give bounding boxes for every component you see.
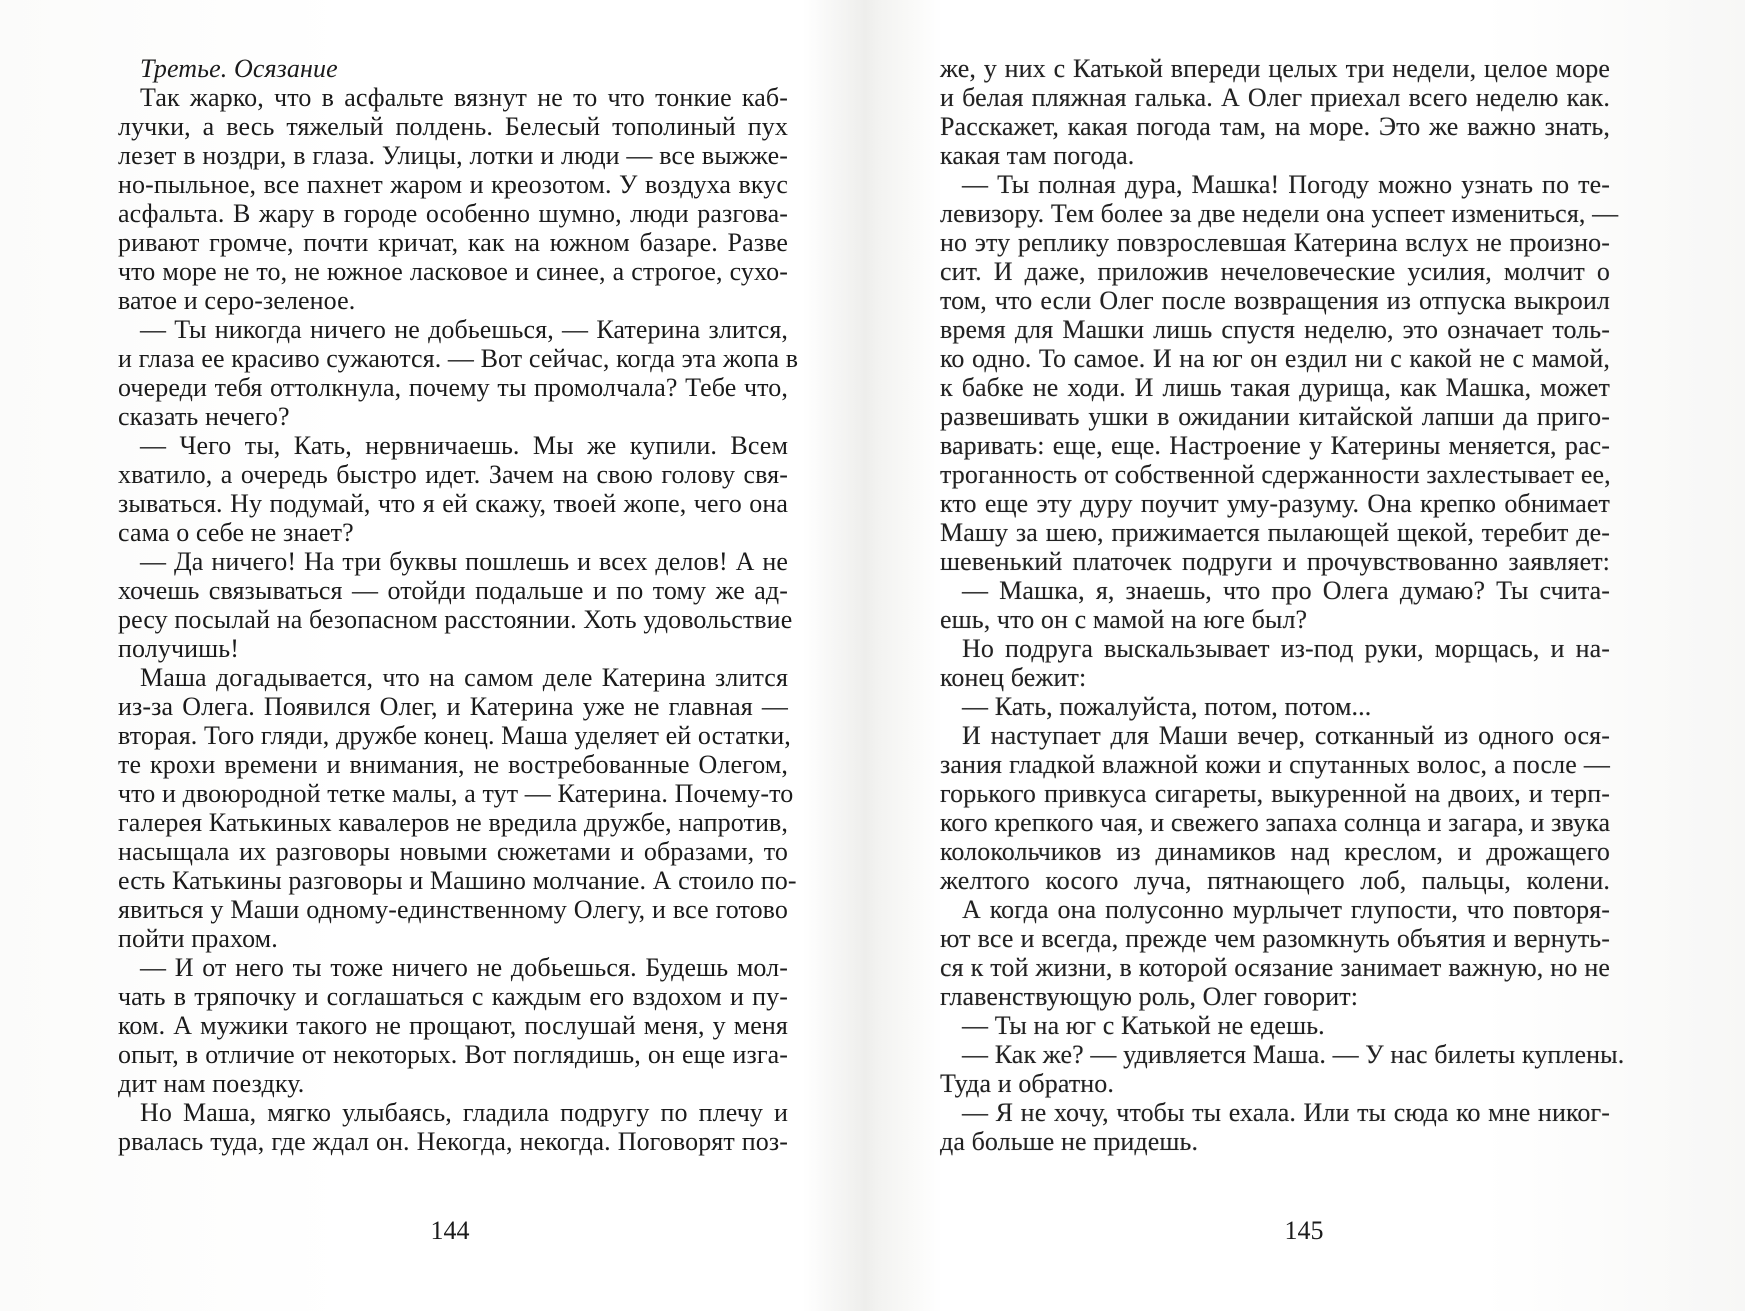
text-line: те крохи времени и внимания, не востребованные Олегом,: [118, 750, 788, 779]
text-line: явиться у Маши одному-единственному Олегу, и все готово: [118, 895, 788, 924]
text-line: очереди тебя оттолкнула, почему ты промолчала? Тебе что,: [118, 373, 788, 402]
text-line: асфальта. В жару в городе особенно шумно, люди разгова-: [118, 199, 788, 228]
text-line: — Я не хочу, чтобы ты ехала. Или ты сюда ко мне никог-: [962, 1098, 1610, 1127]
text-line: Машу за шею, прижимается пылающей щекой, теребит де-: [940, 518, 1610, 547]
text-line: ривают громче, почти кричат, как на южном базаре. Разве: [118, 228, 788, 257]
text-line: чать в тряпочку и соглашаться с каждым его вздохом и пу-: [118, 982, 788, 1011]
text-line: какая там погода.: [940, 141, 1135, 170]
text-line: конец бежит:: [940, 663, 1087, 692]
text-line: Но Маша, мягко улыбаясь, гладила подругу по плечу и: [140, 1098, 788, 1127]
text-line: развешивать ушки в ожидании китайской лапши да приго-: [940, 402, 1610, 431]
text-line: ватое и серо-зеленое.: [118, 286, 356, 315]
page-number-right: 145: [1284, 1216, 1324, 1245]
text-line: кто еще эту дуру поучит уму-разуму. Она крепко обнимает: [940, 489, 1610, 518]
text-line: кого крепкого чая, и свежего запаха солнца и загара, и звука: [940, 808, 1611, 837]
text-line: и глаза ее красиво сужаются. — Вот сейчас, когда эта жопа в: [118, 344, 799, 373]
text-line: — И от него ты тоже ничего не добьешься. Будешь мол-: [140, 953, 788, 982]
text-line: дит нам поездку.: [118, 1069, 305, 1098]
text-line: сит. И даже, приложив нечеловеческие усилия, молчит о: [940, 257, 1610, 286]
text-line: хочешь связываться — отойди подальше и по тому же ад-: [118, 576, 788, 605]
text-line: главенствующую роль, Олег говорит:: [940, 982, 1359, 1011]
text-line: да больше не придешь.: [940, 1127, 1199, 1156]
text-line: — Кать, пожалуйста, потом, потом...: [962, 692, 1372, 721]
text-line: что море не то, не южное ласковое и синее, а строгое, сухо-: [118, 257, 788, 286]
text-line: — Ты на юг с Катькой не едешь.: [962, 1011, 1325, 1040]
text-line: шевенький платочек подруги и прочувствованно заявляет:: [940, 547, 1610, 576]
text-line: горького привкуса сигареты, выкуренной на двоих, и терп-: [940, 779, 1610, 808]
text-line: Туда и обратно.: [940, 1069, 1115, 1098]
text-line: ко одно. То самое. И на юг он ездил ни с какой не с мамой,: [940, 344, 1610, 373]
text-line: к бабке не ходи. И лишь такая дурища, как Машка, может: [940, 373, 1610, 402]
text-line: зания гладкой влажной кожи и спутанных волос, а после —: [940, 750, 1610, 779]
text-line: лезет в ноздри, в глаза. Улицы, лотки и люди — все выжже-: [118, 141, 788, 170]
text-line: хватило, а очередь быстро идет. Зачем на свою голову свя-: [118, 460, 788, 489]
text-line: что и двоюродной тетке малы, а тут — Катерина. Почему-то: [118, 779, 794, 808]
text-line: желтого косого луча, пятнающего лоб, пальцы, колени.: [940, 866, 1610, 895]
text-line: — Да ничего! На три буквы пошлешь и всех делов! А не: [140, 547, 788, 576]
text-line: ся к той жизни, в которой осязание занимает важную, но не: [940, 953, 1610, 982]
text-line: том, что если Олег после возвращения из отпуска выкроил: [940, 286, 1610, 315]
text-line: насыщала их разговоры новыми сюжетами и образами, то: [118, 837, 788, 866]
text-line: вторая. Того гляди, дружбе конец. Маша уделяет ей остатки,: [118, 721, 791, 750]
text-line: Так жарко, что в асфальте вязнут не то что тонкие каб-: [140, 83, 788, 112]
text-line: колокольчиков из динамиков над креслом, и дрожащего: [940, 837, 1610, 866]
text-line: время для Машки лишь спустя неделю, это означает толь-: [940, 315, 1610, 344]
text-line: — Чего ты, Кать, нервничаешь. Мы же купили. Всем: [140, 431, 788, 460]
text-line: зываться. Ну подумай, что я ей скажу, твоей жопе, чего она: [118, 489, 788, 518]
text-line: сама о себе не знает?: [118, 518, 354, 547]
text-line: Третье. Осязание: [140, 54, 338, 83]
text-line: из-за Олега. Появился Олег, и Катерина уже не главная —: [118, 692, 788, 721]
text-line: Но подруга выскальзывает из-под руки, морщась, и на-: [962, 634, 1610, 663]
text-line: рвалась туда, где ждал он. Некогда, некогда. Поговорят поз-: [118, 1127, 788, 1156]
text-line: же, у них с Катькой впереди целых три недели, целое море: [940, 54, 1610, 83]
right-page: [940, 52, 1625, 1212]
text-line: галерея Катькиных кавалеров не вредила дружбе, напротив,: [118, 808, 788, 837]
text-line: есть Катькины разговоры и Машино молчание. А стоило по-: [118, 866, 797, 895]
text-line: А когда она полусонно мурлычет глупости, что повторя-: [962, 895, 1610, 924]
text-line: левизору. Тем более за две недели она успеет измениться, —: [940, 199, 1619, 228]
text-line: но-пыльное, все пахнет жаром и креозотом. У воздуха вкус: [118, 170, 788, 199]
text-line: пойти прахом.: [118, 924, 278, 953]
left-page: [118, 52, 799, 1212]
text-line: Маша догадывается, что на самом деле Катерина злится: [140, 663, 788, 692]
text-line: опыт, в отличие от некоторых. Вот поглядишь, он еще изга-: [118, 1040, 788, 1069]
text-line: ресу посылай на безопасном расстоянии. Хоть удовольствие: [118, 605, 793, 634]
text-line: — Как же? — удивляется Маша. — У нас билеты куплены.: [962, 1040, 1625, 1069]
text-line: — Машка, я, знаешь, что про Олега думаю? Ты счита-: [962, 576, 1610, 605]
text-line: ют все и всегда, прежде чем разомкнуть объятия и вернуть-: [940, 924, 1610, 953]
text-line: и белая пляжная галька. А Олег приехал всего неделю как.: [940, 83, 1610, 112]
text-line: троганность от собственной сдержанности захлестывает ее,: [940, 460, 1611, 489]
page-number-left: 144: [430, 1216, 470, 1245]
text-line: но эту реплику повзрослевшая Катерина вслух не произно-: [940, 228, 1610, 257]
text-line: варивать: еще, еще. Настроение у Катерины меняется, рас-: [940, 431, 1610, 460]
text-line: ком. А мужики такого не прощают, послушай меня, у меня: [118, 1011, 788, 1040]
text-line: — Ты полная дура, Машка! Погоду можно узнать по те-: [962, 170, 1610, 199]
text-line: ешь, что он с мамой на юге был?: [940, 605, 1308, 634]
text-line: сказать нечего?: [118, 402, 290, 431]
text-line: И наступает для Маши вечер, сотканный из одного ося-: [962, 721, 1610, 750]
text-line: Расскажет, какая погода там, на море. Это же важно знать,: [940, 112, 1610, 141]
text-line: — Ты никогда ничего не добьешься, — Катерина злится,: [140, 315, 788, 344]
text-line: лучки, а весь тяжелый полдень. Белесый тополиный пух: [118, 112, 788, 141]
text-line: получишь!: [118, 634, 239, 663]
